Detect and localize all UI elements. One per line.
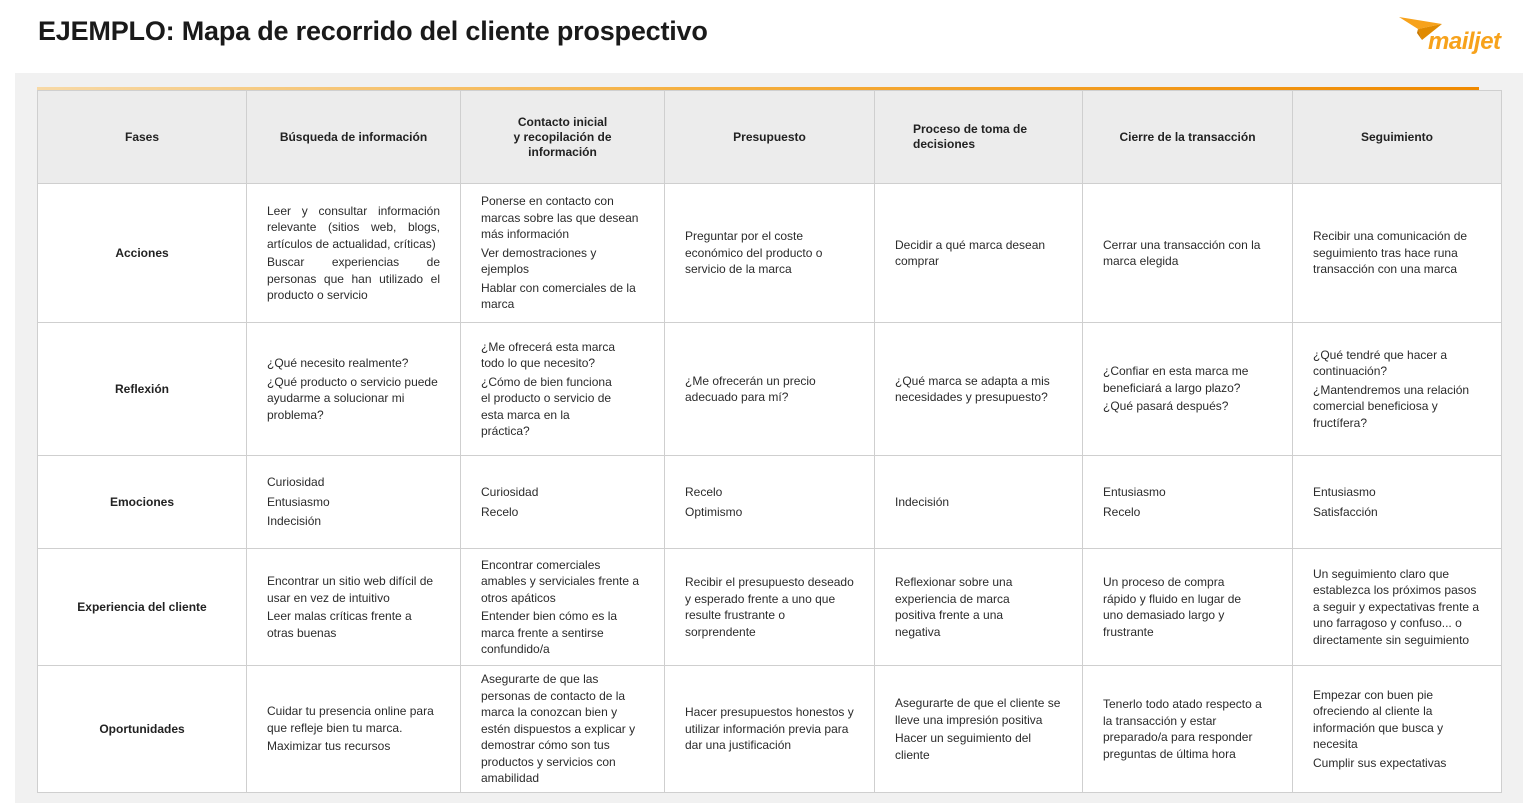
- table-cell: Decidir a qué marca desean comprar: [875, 184, 1083, 323]
- table-cell: Reflexionar sobre una experiencia de marca positiva frente a una negativa: [875, 549, 1083, 666]
- table-row: [38, 666, 1502, 793]
- brand-logo: [1398, 14, 1508, 58]
- table-cell: Asegurarte de que el cliente se lleve una impresión positiva Hacer un seguimiento del cliente: [875, 666, 1083, 793]
- table-cell: ¿Confiar en esta marca me beneficiará a largo plazo? ¿Qué pasará después?: [1083, 323, 1293, 456]
- table-cell: Encontrar un sitio web difícil de usar en vez de intuitivo Leer malas críticas frente a otras buenas: [247, 549, 461, 666]
- table-cell: Entusiasmo Recelo: [1083, 456, 1293, 549]
- row-label: Experiencia del cliente: [38, 549, 247, 666]
- column-header: Seguimiento: [1293, 91, 1502, 184]
- column-header: Proceso de toma de decisiones: [875, 91, 1083, 184]
- table-cell: Recibir el presupuesto deseado y esperado frente a uno que resulte frustrante o sorprendente: [665, 549, 875, 666]
- table-cell: Indecisión: [875, 456, 1083, 549]
- table-cell: Cuidar tu presencia online para que refleje bien tu marca. Maximizar tus recursos: [247, 666, 461, 793]
- table-cell: ¿Qué tendré que hacer a continuación? ¿Mantendremos una relación comercial beneficiosa y fructífera?: [1293, 323, 1502, 456]
- table-cell: Un proceso de compra rápido y fluido en lugar de uno demasiado largo y frustrante: [1083, 549, 1293, 666]
- table-cell: Preguntar por el coste económico del producto o servicio de la marca: [665, 184, 875, 323]
- column-header: Presupuesto: [665, 91, 875, 184]
- table-cell: Hacer presupuestos honestos y utilizar información previa para dar una justificación: [665, 666, 875, 793]
- column-header: Búsqueda de información: [247, 91, 461, 184]
- table-cell: Leer y consultar información relevante (sitios web, blogs, artículos de actualidad, críticas) Buscar experiencias de personas que han utilizado el producto o servicio: [247, 184, 461, 323]
- column-header: Fases: [38, 91, 247, 184]
- table-cell: Recelo Optimismo: [665, 456, 875, 549]
- table-row: [38, 549, 1502, 666]
- table-cell: ¿Qué necesito realmente? ¿Qué producto o servicio puede ayudarme a solucionar mi problema?: [247, 323, 461, 456]
- table-cell: Tenerlo todo atado respecto a la transacción y estar preparado/a para responder preguntas de última hora: [1083, 666, 1293, 793]
- table-row: [38, 456, 1502, 549]
- table-cell: Empezar con buen pie ofreciendo al cliente la información que busca y necesita Cumplir sus expectativas: [1293, 666, 1502, 793]
- column-header: Contacto inicial y recopilación de información: [461, 91, 665, 184]
- table-cell: Ponerse en contacto con marcas sobre las que desean más información Ver demostraciones y ejemplos Hablar con comerciales de la marca: [461, 184, 665, 323]
- header-row: [38, 91, 1502, 184]
- table-cell: Recibir una comunicación de seguimiento tras hace runa transacción con una marca: [1293, 184, 1502, 323]
- page-title: EJEMPLO: Mapa de recorrido del cliente prospectivo: [38, 16, 708, 46]
- table-cell: Encontrar comerciales amables y serviciales frente a otros apáticos Entender bien cómo es la marca frente a sentirse confundido/a: [461, 549, 665, 666]
- table-row: [38, 323, 1502, 456]
- customer-journey-table: [37, 90, 1502, 793]
- table-cell: Curiosidad Entusiasmo Indecisión: [247, 456, 461, 549]
- table-cell: ¿Qué marca se adapta a mis necesidades y presupuesto?: [875, 323, 1083, 456]
- table-cell: Un seguimiento claro que establezca los próximos pasos a seguir y expectativas frente a uno farragoso y confuso... o directamente sin seguimiento: [1293, 549, 1502, 666]
- table-cell: Curiosidad Recelo: [461, 456, 665, 549]
- row-label: Reflexión: [38, 323, 247, 456]
- row-label: Oportunidades: [38, 666, 247, 793]
- table-cell: Entusiasmo Satisfacción: [1293, 456, 1502, 549]
- column-header: Cierre de la transacción: [1083, 91, 1293, 184]
- table-cell: Asegurarte de que las personas de contacto de la marca la conozcan bien y estén dispuestos a explicar y demostrar cómo son tus productos y servicios con amabilidad: [461, 666, 665, 793]
- table-row: [38, 184, 1502, 323]
- row-label: Acciones: [38, 184, 247, 323]
- table-cell: ¿Me ofrecerán un precio adecuado para mí?: [665, 323, 875, 456]
- table-cell: ¿Me ofrecerá esta marca todo lo que necesito? ¿Cómo de bien funciona el producto o servicio de esta marca en la práctica?: [461, 323, 665, 456]
- table-cell: Cerrar una transacción con la marca elegida: [1083, 184, 1293, 323]
- row-label: Emociones: [38, 456, 247, 549]
- brand-name: mailjet: [1428, 28, 1501, 55]
